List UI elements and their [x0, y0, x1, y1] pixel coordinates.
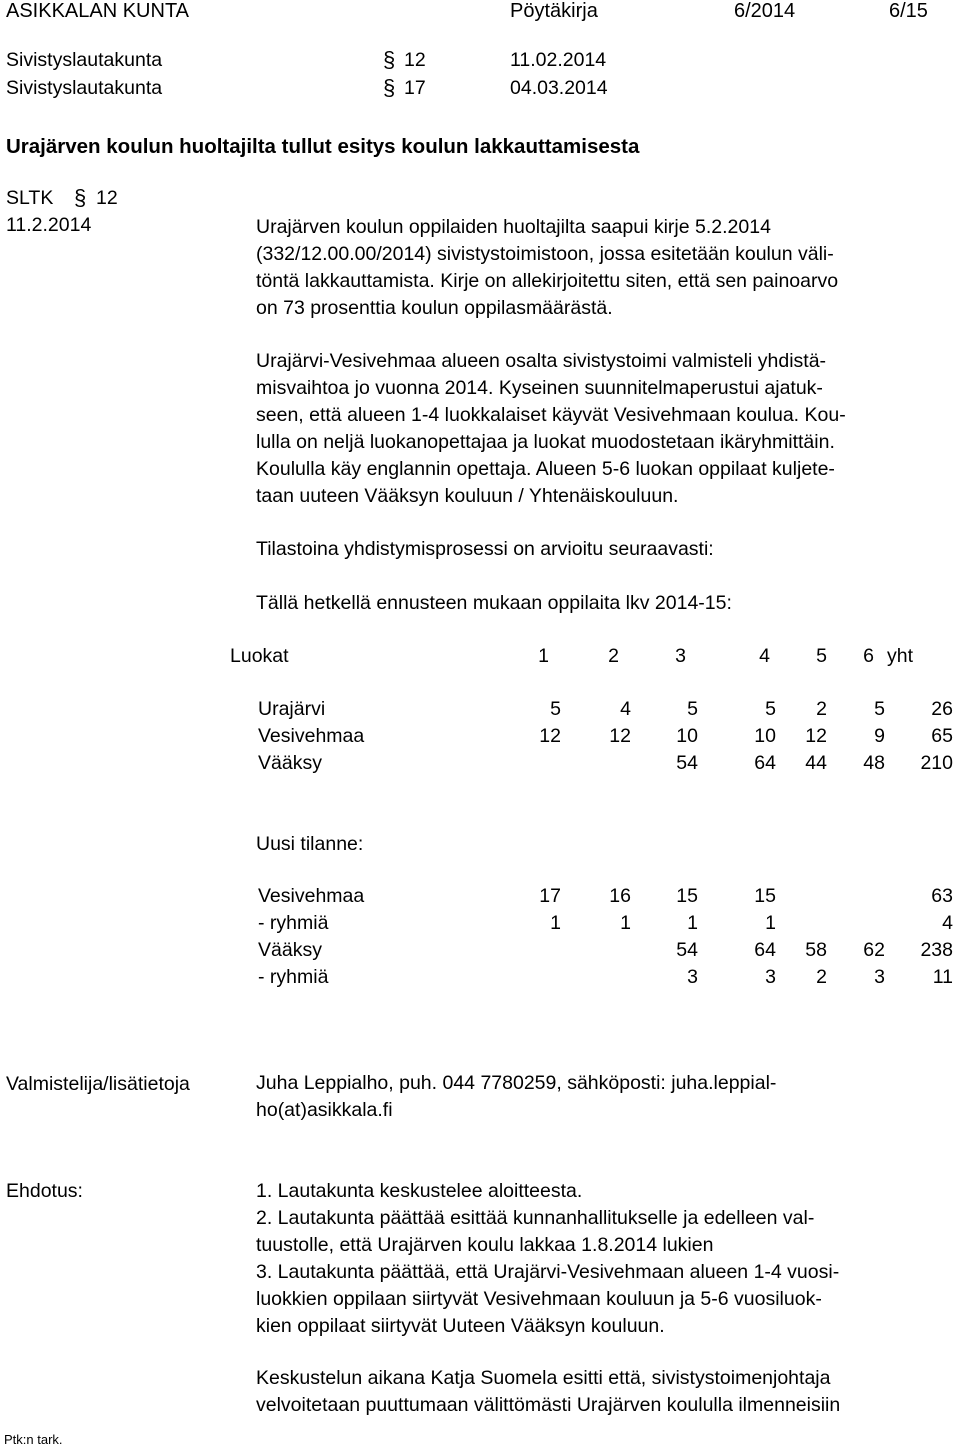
header-luokat: Luokat [230, 645, 289, 667]
cell: 17 [539, 885, 561, 907]
table-row [0, 912, 960, 939]
table-row [0, 939, 960, 966]
cell: 5 [687, 698, 698, 720]
page-number: 6/15 [889, 0, 928, 22]
ref-body-1: Sivistyslautakunta [6, 49, 163, 71]
proposal-line: 3. Lautakunta päättää, että Urajärvi-Vesivehmaan alueen 1-4 vuosi- [256, 1261, 840, 1283]
sltk-section: 12 [96, 187, 118, 209]
row-name: Vesivehmaa [258, 725, 365, 747]
ref-date-1: 11.02.2014 [510, 49, 607, 71]
header-col-1: 1 [538, 645, 549, 667]
cell: 65 [931, 725, 953, 747]
table-row [0, 725, 960, 752]
cell: 1 [550, 912, 561, 934]
contact-line: Juha Leppialho, puh. 044 7780259, sähköposti: juha.leppial- [256, 1072, 777, 1094]
proposal-line: 2. Lautakunta päättää esittää kunnanhallitukselle ja edelleen val- [256, 1207, 815, 1229]
table-row [0, 698, 960, 725]
cell: 58 [805, 939, 827, 961]
row-name: Urajärvi [258, 698, 326, 720]
cell: 4 [942, 912, 953, 934]
cell: 11 [932, 966, 953, 988]
cell: 64 [754, 939, 776, 961]
footer-label: Ptk:n tark. [4, 1432, 63, 1447]
cell: 5 [765, 698, 776, 720]
header-col-5: 5 [816, 645, 827, 667]
header-col-2: 2 [608, 645, 619, 667]
cell: 2 [816, 966, 827, 988]
discussion-line: Keskustelun aikana Katja Suomela esitti että, sivistystoimenjohtaja [256, 1367, 831, 1389]
row-name: - ryhmiä [258, 912, 329, 934]
cell: 210 [920, 752, 953, 774]
municipality-name: ASIKKALAN KUNTA [6, 0, 190, 22]
cell: 64 [754, 752, 776, 774]
contact-line: ho(at)asikkala.fi [256, 1099, 393, 1121]
plan-line: lulla on neljä luokanopettajaa ja luokat muodostetaan ikäryhmittäin. [256, 431, 835, 453]
cell: 16 [609, 885, 631, 907]
cell: 1 [687, 912, 698, 934]
cell: 3 [765, 966, 776, 988]
plan-line: Urajärvi-Vesivehmaa alueen osalta sivistystoimi valmisteli yhdistä- [256, 350, 827, 372]
cell: 26 [931, 698, 953, 720]
cell: 5 [874, 698, 885, 720]
row-name: Vääksy [258, 752, 322, 774]
ref-date-2: 04.03.2014 [510, 77, 608, 99]
cell: 3 [874, 966, 885, 988]
proposal-label: Ehdotus: [6, 1180, 83, 1202]
intro-line: (332/12.00.00/2014) sivistystoimistoon, jossa esitetään koulun väli- [256, 243, 834, 265]
cell: 10 [676, 725, 698, 747]
current-table-header [0, 645, 960, 672]
cell: 12 [805, 725, 827, 747]
table-row [0, 885, 960, 912]
ref-section-2: 17 [404, 77, 426, 99]
current-intro: Tällä hetkellä ennusteen mukaan oppilaita lkv 2014-15: [256, 592, 732, 614]
cell: 2 [816, 698, 827, 720]
row-name: - ryhmiä [258, 966, 329, 988]
table-row [0, 752, 960, 779]
cell: 1 [765, 912, 776, 934]
section-symbol-2: § [383, 75, 396, 100]
sltk-label: SLTK [6, 187, 54, 209]
stats-intro: Tilastoina yhdistymisprosessi on arvioitu seuraavasti: [256, 538, 714, 560]
intro-line: on 73 prosenttia koulun oppilasmäärästä. [256, 297, 613, 319]
cell: 4 [620, 698, 631, 720]
new-situation-heading: Uusi tilanne: [256, 833, 364, 855]
cell: 63 [931, 885, 953, 907]
document-type: Pöytäkirja [510, 0, 598, 22]
document-title: Urajärven koulun huoltajilta tullut esitys koulun lakkauttamisesta [6, 135, 640, 158]
cell: 62 [863, 939, 885, 961]
table-row [0, 966, 960, 993]
intro-line: Urajärven koulun oppilaiden huoltajilta saapui kirje 5.2.2014 [256, 216, 771, 238]
row-name: Vesivehmaa [258, 885, 365, 907]
cell: 12 [609, 725, 631, 747]
cell: 1 [620, 912, 631, 934]
cell: 15 [676, 885, 698, 907]
entry-date: 11.2.2014 [6, 214, 92, 236]
proposal-line: 1. Lautakunta keskustelee aloitteesta. [256, 1180, 583, 1202]
cell: 48 [863, 752, 885, 774]
cell: 54 [676, 939, 698, 961]
cell: 15 [754, 885, 776, 907]
proposal-line: tuustolle, että Urajärven koulu lakkaa 1.8.2014 lukien [256, 1234, 714, 1256]
header-col-3: 3 [675, 645, 686, 667]
plan-line: seen, että alueen 1-4 luokkalaiset käyvät Vesivehmaan koulua. Kou- [256, 404, 846, 426]
cell: 5 [550, 698, 561, 720]
sltk-section-symbol: § [74, 185, 87, 210]
contact-label: Valmistelija/lisätietoja [6, 1073, 190, 1095]
cell: 44 [805, 752, 827, 774]
plan-line: taan uuteen Vääksyn kouluun / Yhtenäiskouluun. [256, 485, 679, 507]
header-col-yht: yht [887, 645, 914, 667]
plan-line: Koululla käy englannin opettaja. Alueen 5-6 luokan oppilaat kuljete- [256, 458, 835, 480]
cell: 12 [539, 725, 561, 747]
row-name: Vääksy [258, 939, 322, 961]
plan-line: misvaihtoa jo vuonna 2014. Kyseinen suunnitelmaperustui ajatuk- [256, 377, 823, 399]
cell: 238 [920, 939, 953, 961]
cell: 10 [754, 725, 776, 747]
cell: 9 [874, 725, 885, 747]
cell: 3 [687, 966, 698, 988]
intro-line: töntä lakkauttamista. Kirje on allekirjoitettu siten, että sen painoarvo [256, 270, 839, 292]
proposal-line: luokkien oppilaan siirtyvät Vesivehmaan kouluun ja 5-6 vuosiluok- [256, 1288, 822, 1310]
ref-body-2: Sivistyslautakunta [6, 77, 163, 99]
section-symbol-1: § [383, 47, 396, 72]
proposal-line: kien oppilaat siirtyvät Uuteen Vääksyn kouluun. [256, 1315, 665, 1337]
document-number: 6/2014 [734, 0, 796, 22]
header-col-4: 4 [759, 645, 770, 667]
discussion-line: velvoitetaan puuttumaan välittömästi Urajärven koululla ilmenneisiin [256, 1394, 841, 1416]
ref-section-1: 12 [404, 49, 426, 71]
header-col-6: 6 [863, 645, 874, 667]
cell: 54 [676, 752, 698, 774]
